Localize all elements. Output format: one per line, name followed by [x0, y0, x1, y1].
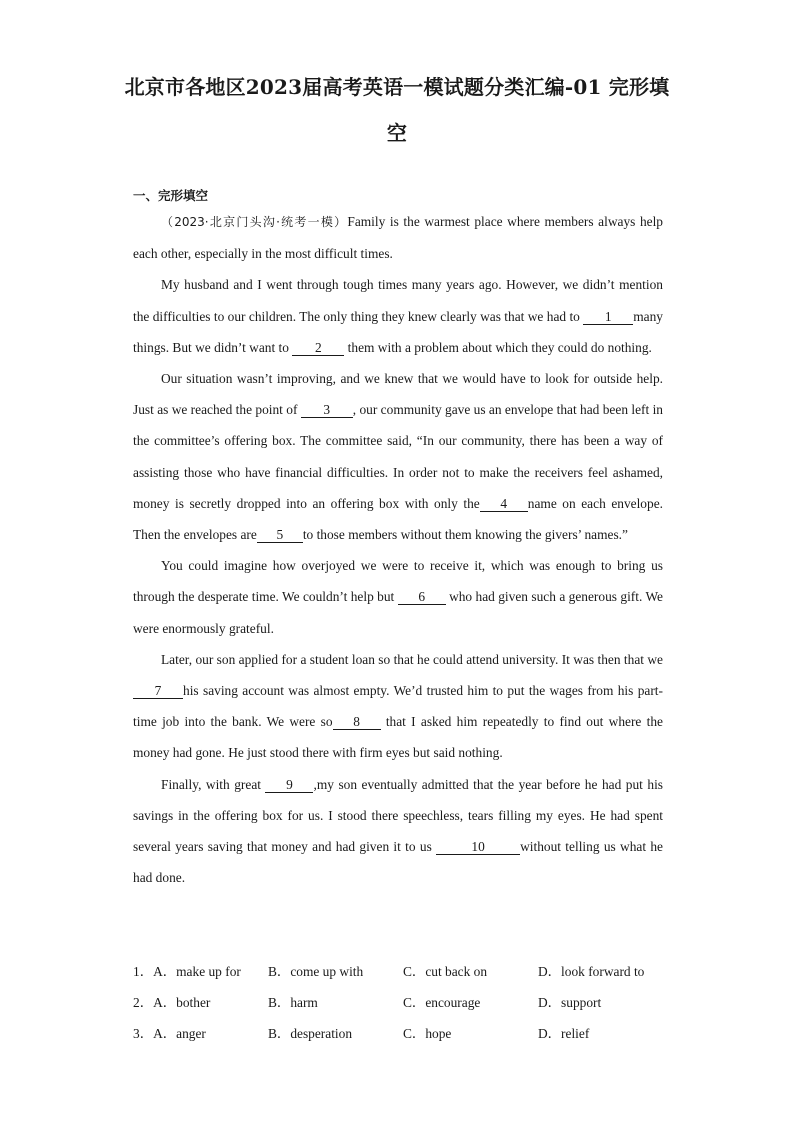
- paragraph-4: [133, 550, 663, 644]
- cloze-passage: [133, 206, 663, 893]
- title-line-1: 北京市各地区2023届高考英语一模试题分类汇编-01 完形填: [124, 75, 670, 99]
- paragraph-text: that I asked him repeatedly to find out where the money had gone. He just stood there with firm eyes but said nothing.: [133, 714, 664, 761]
- paragraph-text: Finally, with great: [161, 776, 266, 792]
- paragraph-6: [133, 769, 663, 894]
- paragraph-5: [133, 644, 663, 769]
- page-title: [120, 64, 674, 156]
- paragraph-2: [133, 269, 663, 363]
- paragraph-text: to those members without them knowing the givers’ names.”: [302, 527, 628, 543]
- option-2b: B．harm: [268, 995, 318, 1011]
- paragraph-text: ,my son eventually admitted that the year before he had put his savings in the offering box for us. I stood there speechless, tears filling my eyes. He had spent several years saving that money and had given it to us: [133, 776, 664, 855]
- blank-9: 9: [265, 777, 313, 793]
- paragraph-text: My husband and I went through tough times many years ago. However, we didn’t mention the difficulties to our children. The only thing they knew clearly was that we had to: [133, 277, 663, 324]
- title-line-2: 空: [386, 121, 408, 145]
- option-2c: C．encourage: [403, 995, 481, 1011]
- option-3a: 3．A．anger: [133, 1026, 206, 1042]
- paragraph-text: many things. But we didn’t want to: [133, 308, 663, 355]
- paragraph-text: , our community gave us an envelope that had been left in the committee’s offering box. The committee said, “In our community, there has been a way of assisting those who have financial difficulties. In order not to make the receivers feel ashamed, money is secretly dropped into an offering box with only the: [133, 402, 663, 511]
- blank-2: 2: [292, 340, 344, 356]
- option-2d: D．support: [538, 995, 602, 1011]
- paragraph-text: You could imagine how overjoyed we were to receive it, which was enough to bring us through the desperate time. We couldn’t help but: [133, 558, 663, 605]
- section-heading: 一、完形填空: [133, 188, 209, 203]
- blank-6: 6: [398, 589, 446, 605]
- blank-4: 4: [480, 496, 528, 512]
- paragraph-text: without telling us what he had done.: [133, 839, 663, 886]
- paragraph-3: [133, 363, 663, 550]
- paragraph-text: Family is the warmest place where members always help each other, especially in the most difficult times.: [133, 214, 663, 262]
- answer-options: [133, 955, 673, 1049]
- blank-1: 1: [583, 309, 633, 325]
- blank-5: 5: [257, 527, 303, 543]
- paragraph-text: Our situation wasn’t improving, and we knew that we would have to look for outside help. Just as we reached the point of: [133, 371, 663, 418]
- option-3d: D．relief: [538, 1026, 590, 1042]
- paragraph-text: name on each envelope. Then the envelopes are: [133, 495, 663, 543]
- option-1c: C．cut back on: [403, 964, 488, 980]
- paragraph-text: Later, our son applied for a student loan so that he could attend university. It was then that we: [161, 651, 663, 667]
- question-3-options: [133, 1017, 673, 1048]
- question-1-options: [133, 955, 673, 986]
- paragraph-text: them with a problem about which they could do nothing.: [344, 339, 652, 355]
- option-2a: 2．A．bother: [133, 995, 211, 1011]
- blank-8: 8: [333, 714, 381, 730]
- option-3b: B．desperation: [268, 1026, 353, 1042]
- paragraph-text: who had given such a generous gift. We were enormously grateful.: [133, 589, 663, 636]
- option-1b: B．come up with: [268, 964, 364, 980]
- option-3c: C．hope: [403, 1026, 452, 1042]
- option-1a: 1．A．make up for: [133, 964, 241, 980]
- question-2-options: [133, 986, 673, 1017]
- option-1d: D．look forward to: [538, 964, 645, 980]
- source-label: （2023·北京门头沟·统考一模）: [161, 215, 348, 229]
- paragraph-1: [133, 206, 663, 269]
- blank-10: 10: [436, 839, 520, 855]
- blank-7: 7: [133, 683, 183, 699]
- paragraph-text: his saving account was almost empty. We’d trusted him to put the wages from his part-time job into the bank. We were so: [133, 683, 663, 730]
- blank-3: 3: [301, 402, 353, 418]
